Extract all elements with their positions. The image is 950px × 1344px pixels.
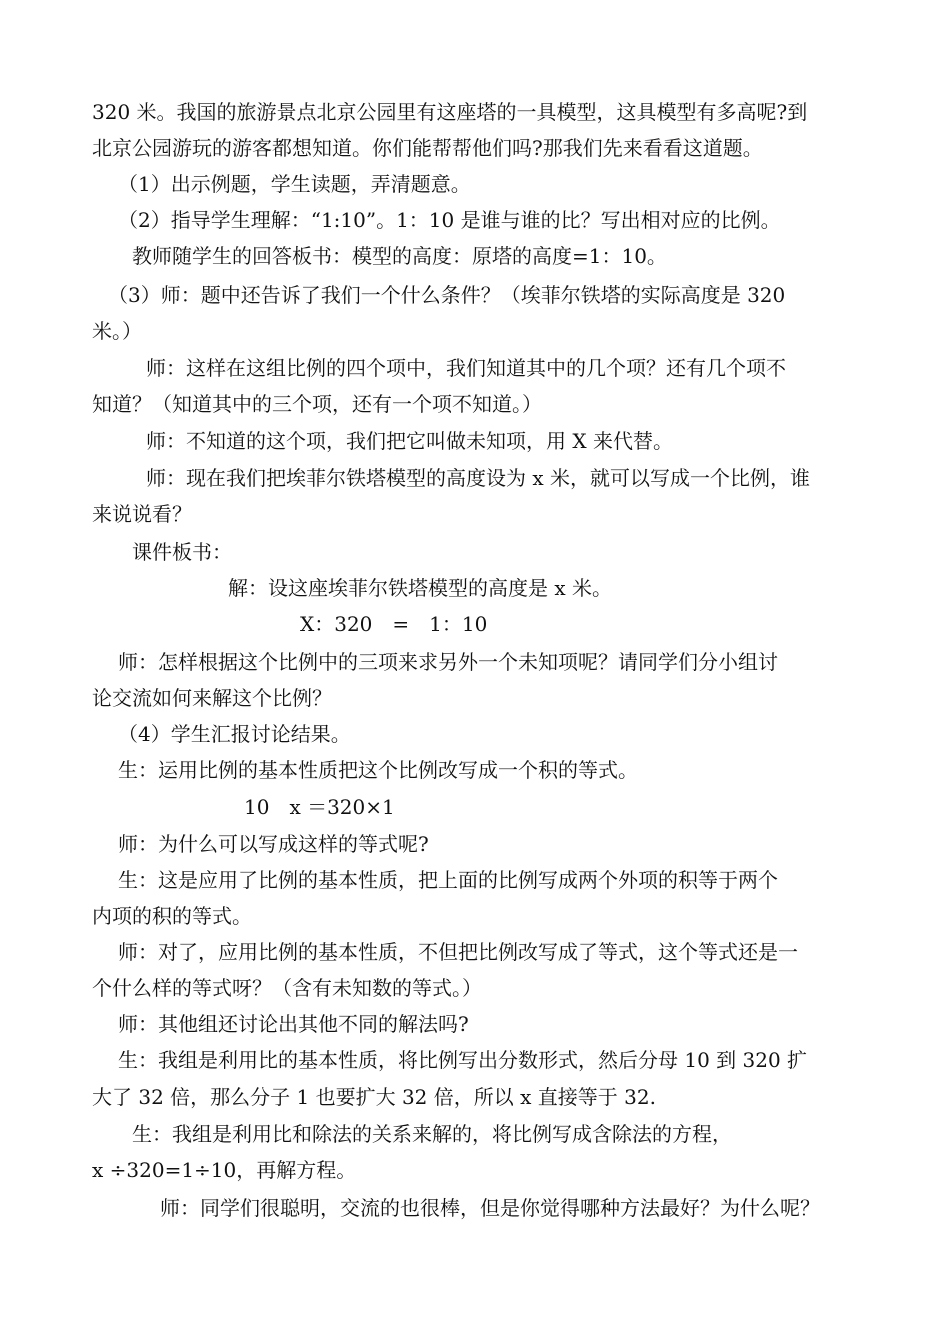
text-line: （3）师：题中还告诉了我们一个什么条件？（埃菲尔铁塔的实际高度是 320 (108, 283, 786, 307)
text-line: （2）指导学生理解：“1:10”。1：10 是谁与谁的比？写出相对应的比例。 (118, 208, 781, 232)
text-line: 来说说看？ (92, 502, 192, 526)
text-line: 米。） (92, 319, 142, 343)
text-line: x ÷320=1÷10，再解方程。 (92, 1158, 357, 1182)
text-line: 师：对了，应用比例的基本性质，不但把比例改写成了等式，这个等式还是一 (118, 940, 798, 964)
text-line: 师：这样在这组比例的四个项中，我们知道其中的几个项？还有几个项不 (146, 356, 786, 380)
text-line: 师：为什么可以写成这样的等式呢? (118, 832, 429, 856)
text-line: 生：这是应用了比例的基本性质，把上面的比例写成两个外项的积等于两个 (118, 868, 778, 892)
text-line: 生：运用比例的基本性质把这个比例改写成一个积的等式。 (118, 758, 638, 782)
text-line: X：320 = 1：10 (300, 612, 488, 636)
text-line: 课件板书： (132, 540, 232, 564)
text-line: 师：同学们很聪明，交流的也很棒，但是你觉得哪种方法最好？为什么呢？ (160, 1196, 820, 1220)
text-line: 教师随学生的回答板书：模型的高度：原塔的高度=1：10。 (132, 244, 667, 268)
text-line: 北京公园游玩的游客都想知道。你们能帮帮他们吗?那我们先来看看这道题。 (92, 136, 763, 160)
text-line: 师：其他组还讨论出其他不同的解法吗? (118, 1012, 469, 1036)
text-line: 大了 32 倍，那么分子 1 也要扩大 32 倍，所以 x 直接等于 32. (92, 1085, 656, 1109)
text-line: 320 米。我国的旅游景点北京公园里有这座塔的一具模型，这具模型有多高呢?到 (92, 100, 808, 124)
text-line: 师：不知道的这个项，我们把它叫做未知项，用 X 来代替。 (146, 429, 673, 453)
text-line: （1）出示例题，学生读题，弄清题意。 (118, 172, 471, 196)
text-line: 生：我组是利用比和除法的关系来解的，将比例写成含除法的方程， (132, 1122, 732, 1146)
text-line: 个什么样的等式呀？（含有未知数的等式。） (92, 976, 482, 1000)
text-line: 10 x ＝320×1 (244, 795, 395, 819)
text-line: 生：我组是利用比的基本性质，将比例写出分数形式，然后分母 10 到 320 扩 (118, 1048, 808, 1072)
text-line: 论交流如何来解这个比例？ (92, 686, 332, 710)
text-line: （4）学生汇报讨论结果。 (118, 722, 351, 746)
text-line: 知道？（知道其中的三个项，还有一个项不知道。） (92, 392, 542, 416)
text-line: 师：怎样根据这个比例中的三项来求另外一个未知项呢？请同学们分小组讨 (118, 650, 778, 674)
text-line: 师：现在我们把埃菲尔铁塔模型的高度设为 x 米，就可以写成一个比例，谁 (146, 466, 810, 490)
text-line: 解：设这座埃菲尔铁塔模型的高度是 x 米。 (228, 576, 612, 600)
text-line: 内项的积的等式。 (92, 904, 252, 928)
